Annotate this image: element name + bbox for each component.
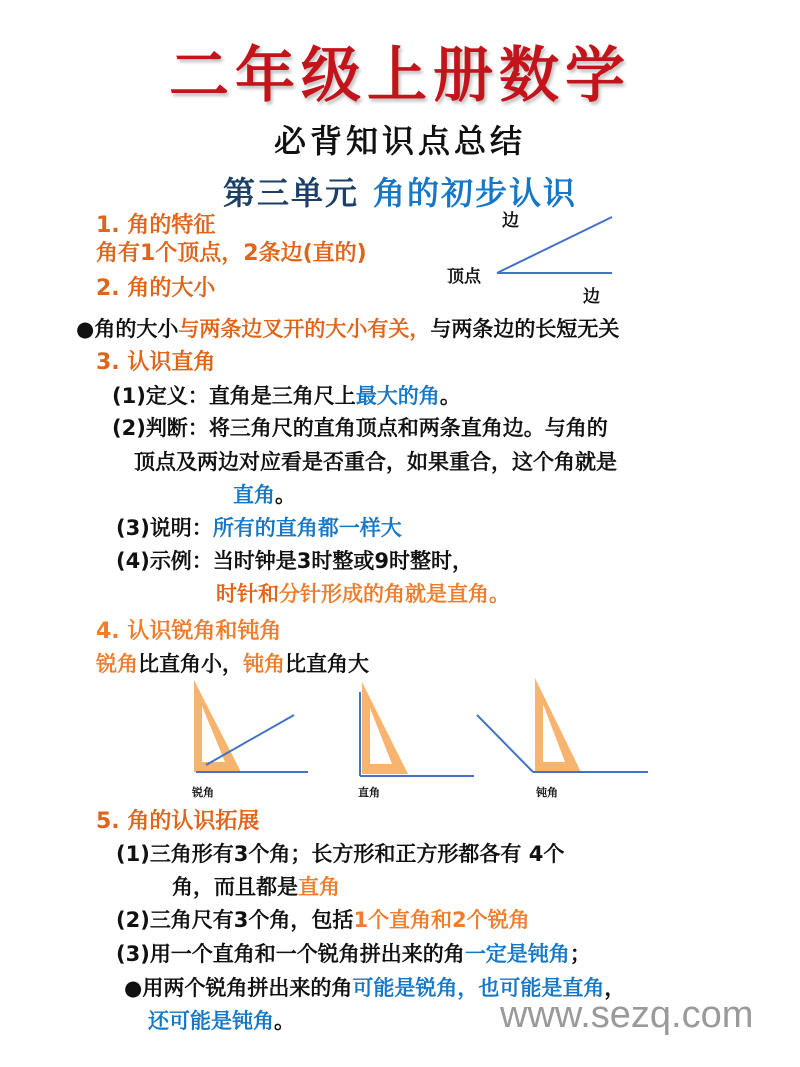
unit-topic: 角的初步认识 — [373, 174, 578, 212]
section3-item-2-line1: (2)判断：将三角尺的直角顶点和两条直角边。与角的 — [112, 416, 608, 440]
right-angle-label: 直角 — [358, 786, 380, 799]
section1-heading: 1. 角的特征 — [96, 213, 216, 238]
section2-heading: 2. 角的大小 — [96, 276, 216, 301]
vertex-label: 顶点 — [447, 267, 481, 287]
section5-heading: 5. 角的认识拓展 — [96, 809, 260, 834]
section3-item-2-line2: 顶点及两边对应看是否重合，如果重合，这个角就是 — [134, 450, 617, 474]
section5-item-1-line1: (1)三角形有3个角；长方形和正方形都各有 4个 — [116, 842, 565, 866]
section3-item-1: (1)定义：直角是三角尺上最大的角。 — [112, 384, 461, 408]
page-title: 二年级上册数学 — [169, 41, 631, 111]
edge-top-label: 边 — [502, 211, 519, 231]
acute-angle-label: 锐角 — [192, 786, 214, 799]
section5-item-1-line2: 角，而且都是直角 — [172, 875, 340, 899]
bullet-dot-icon: ● — [124, 976, 143, 1000]
section5-item-3: (3)用一个直角和一个锐角拼出来的角一定是钝角； — [116, 942, 591, 966]
section3-heading: 3. 认识直角 — [96, 350, 216, 375]
section5-bullet-line2: 还可能是钝角。 — [148, 1009, 295, 1033]
section4-heading: 4. 认识锐角和钝角 — [96, 619, 282, 644]
section5-bullet-line1: ●用两个锐角拼出来的角可能是锐角，也可能是直角， — [124, 976, 626, 1000]
edge-bottom-label: 边 — [583, 287, 600, 307]
section5-item-2: (2)三角尺有3个角，包括1个直角和2个锐角 — [116, 908, 530, 932]
section2-bullet: ●角的大小与两条边叉开的大小有关，与两条边的长短无关 — [76, 317, 620, 341]
section3-item-4-line2: 时针和分针形成的角就是直角。 — [216, 582, 510, 606]
section4-text: 锐角比直角小，钝角比直角大 — [96, 652, 369, 676]
bullet-dot-icon: ● — [76, 317, 95, 341]
section3-item-2-line3: 直角。 — [233, 483, 296, 507]
unit-label: 第三单元 — [222, 174, 359, 212]
section1-text: 角有1个顶点，2条边(直的) — [96, 241, 367, 266]
page-subtitle: 必背知识点总结 — [273, 122, 526, 160]
watermark: www.sezq.com — [500, 994, 754, 1036]
section3-item-4-line1: (4)示例：当时钟是3时整或9时整时， — [116, 549, 474, 573]
obtuse-angle-label: 钝角 — [536, 786, 558, 799]
section3-item-3: (3)说明：所有的直角都一样大 — [116, 516, 402, 540]
